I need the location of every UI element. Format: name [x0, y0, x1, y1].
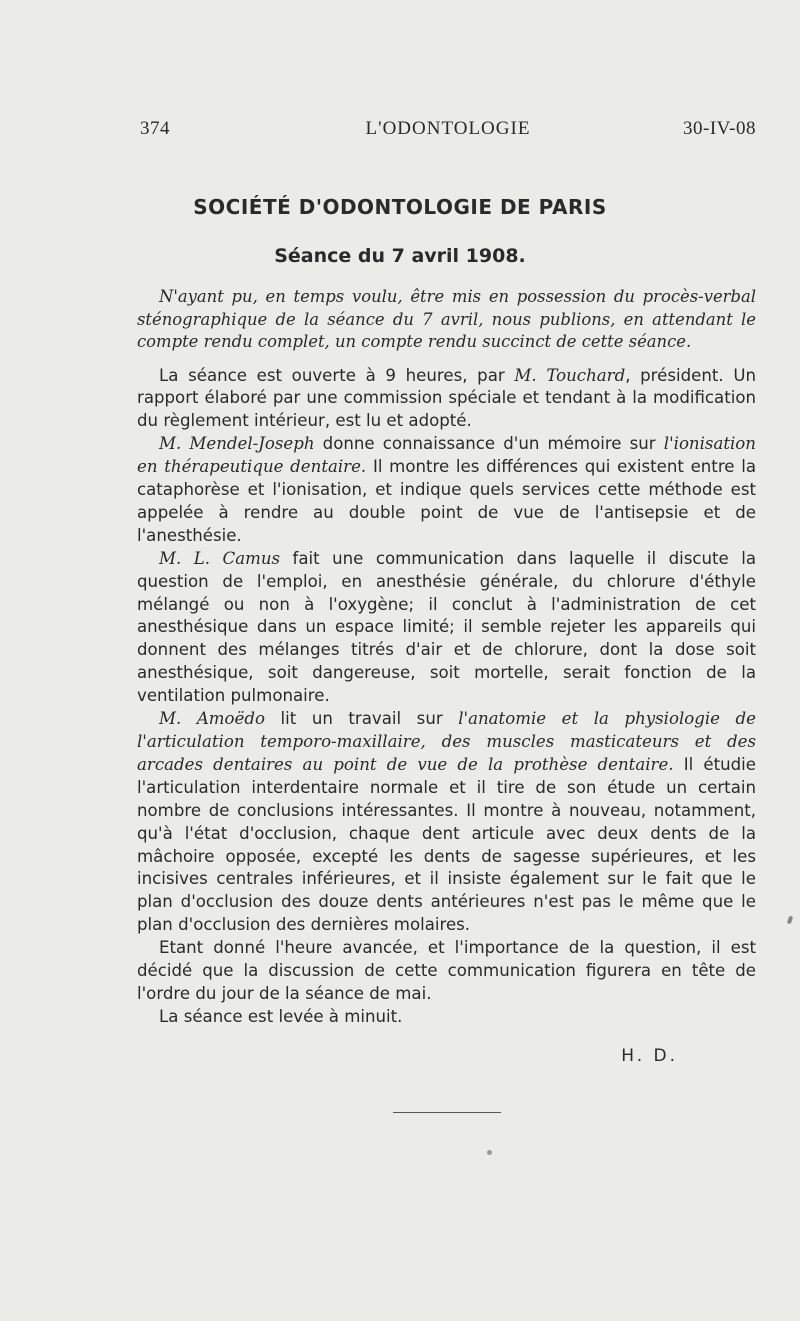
- signature-initials: H. D.: [621, 1046, 678, 1066]
- text-run: Il montre les différences qui existent entre la cataphorèse et l'ionisation, et indique quels services cette méthode est appelée à rendre au double point de vue de l'antisepsie et de l'anesthésie.: [137, 457, 756, 545]
- paragraph-decision: Etant donné l'heure avancée, et l'importance de la question, il est décidé que la discussion de cette communication figurera en tête de l'ordre du jour de la séance de mai.: [137, 938, 756, 1003]
- session-date: Séance du 7 avril 1908.: [274, 245, 526, 267]
- closing-rule: [393, 1112, 501, 1113]
- print-speck: [487, 1150, 492, 1155]
- running-header: [140, 118, 756, 148]
- paragraph-closing: La séance est levée à minuit.: [159, 1006, 403, 1026]
- speaker-name: M. Amoëdo: [159, 709, 265, 729]
- intro-paragraph: N'ayant pu, en temps voulu, être mis en possession du procès-verbal sténographique de la séance du 7 avril, nous publions, en attendant le compte rendu complet, un compte rendu succinct de cette séance.: [137, 287, 756, 351]
- article-body: [137, 286, 756, 1029]
- text-run: lit un travail sur: [264, 709, 459, 729]
- speaker-name: M. L. Camus: [159, 548, 281, 568]
- text-run: La séance est ouverte à 9 heures, par: [159, 365, 515, 385]
- margin-speck: [787, 916, 793, 925]
- paragraph-mendel-joseph: [137, 433, 756, 548]
- text-run: donne connaissance d'un mémoire sur: [314, 434, 664, 454]
- text-run: Il étudie l'articulation interdentaire normale et il tire de son étude un certain nombre de conclusions intéressantes. Il montre à nouveau, notamment, qu'à l'état d'occlusion, chaque dent articule avec deux dents de la mâchoire opposée, excepté les dents de sagesse supérieures, et les incisives centrales inférieures, et il insiste également sur le fait que le plan d'occlusion des douze dents antérieures n'est pas le même que le plan d'occlusion des dernières molaires.: [137, 754, 756, 935]
- paragraph-camus: [137, 548, 756, 708]
- section-title: SOCIÉTÉ D'ODONTOLOGIE DE PARIS: [193, 195, 607, 219]
- page-number: 374: [140, 118, 170, 139]
- work-title: l'anatomie et la physiologie de l'articulation temporo-maxillaire, des muscles masticateurs et des arcades dentaires au point de vue de la prothèse dentaire.: [137, 709, 756, 774]
- paragraph-amoedo: [137, 708, 756, 937]
- journal-title: L'ODONTOLOGIE: [365, 118, 531, 139]
- text-run: , président. Un rapport élaboré par une commission spéciale et tendant à la modification du règlement intérieur, est lu et adopté.: [137, 365, 756, 431]
- speaker-name: M. Mendel-Joseph: [159, 434, 315, 454]
- paragraph-opening: [137, 365, 756, 434]
- issue-date: 30-IV-08: [683, 118, 756, 139]
- text-run: fait une communication dans laquelle il discute la question de l'emploi, en anesthésie générale, du chlorure d'éthyle mélangé ou non à l'oxygène; il conclut à l'administration de cet anesthésique dans un espace limité; il semble rejeter les appareils qui donnent des mélanges titrés d'air et de chlorure, dont la dose soit anesthésique, soit dangereuse, soit mortelle, serait fonction de la ventilation pulmonaire.: [137, 548, 757, 706]
- speaker-name: M. Touchard: [514, 365, 626, 385]
- work-title: l'ionisation en thérapeutique dentaire.: [137, 434, 756, 477]
